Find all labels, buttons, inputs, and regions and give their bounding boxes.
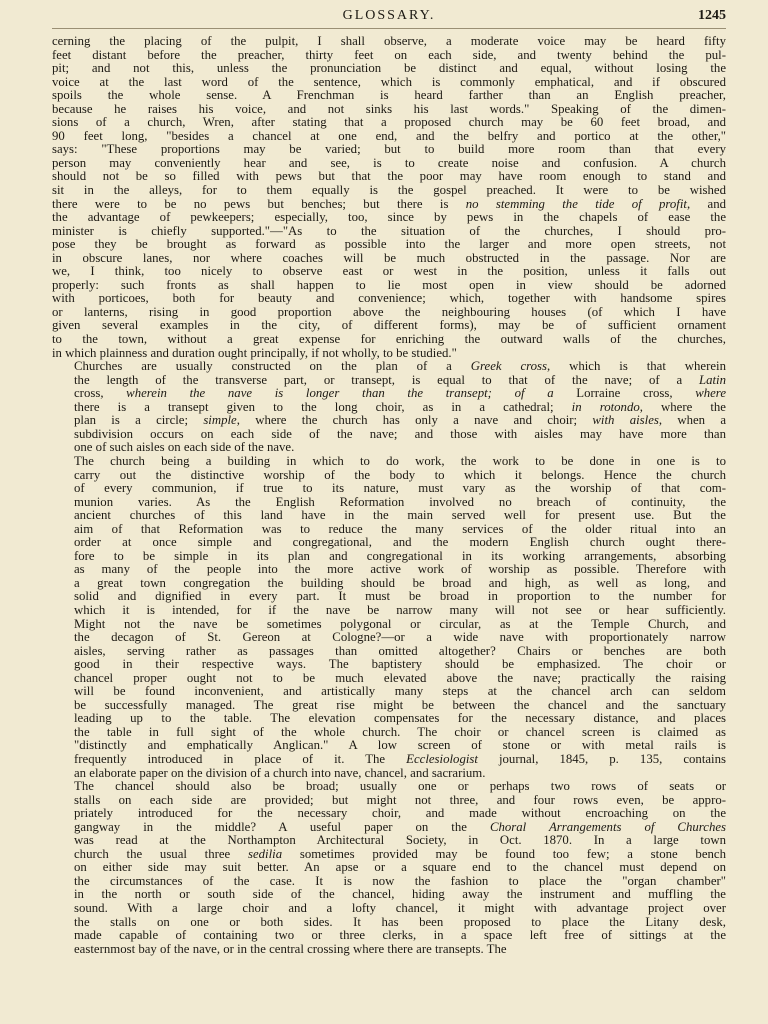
text-line: "distinctly and emphatically Anglican." A low screen of stone or with metal rails is (74, 738, 726, 753)
text-line: a great town congregation the building should be broad and high, as well as long, and (74, 575, 726, 590)
text-line: good in their respective ways. The baptistery should be emphasized. The choir or (74, 657, 726, 672)
text-line: should not be so filled with pews but that the poor may have room enough to stand and (52, 169, 726, 184)
text-line: as many of the people into the more active work of worship as possible. Therefore with (74, 562, 726, 577)
text-line: sions of a church, Wren, after stating that a proposed church may be 60 feet broad, and (52, 115, 726, 130)
text-line: which it is intended, for if the nave be narrow many will not see or hear sufficiently. (74, 602, 726, 617)
text-line: the decagon of St. Gereon at Cologne?—or a wide nave with proportionately narrow (74, 630, 726, 645)
text-line: spoils the whole sense. A Frenchman is heard farther than an English preacher, (52, 88, 726, 103)
text-line: be successfully managed. The great rise might be between the chancel and the sanctuary (74, 697, 726, 712)
paragraph (52, 455, 726, 780)
text-line: sit in the alleys, for to them equally is the gospel preached. It were to be wished (52, 183, 726, 198)
text-line: Might not the nave be sometimes polygonal or circular, as at the Temple Church, and (74, 616, 726, 631)
text-line: plan is a circle; simple, where the church has only a nave and choir; with aisles, when a (74, 413, 727, 428)
text-line: voice at the last word of the sentence, which is commonly emphatical, and if obscured (52, 74, 726, 89)
text-line: one of such aisles on each side of the nave. (74, 440, 295, 455)
text-line: cross, wherein the nave is longer than the transept; of a Lorraine cross, where (74, 386, 726, 401)
text-line: in the north or south side of the chancel, hiding away the instrument and muffling the (74, 887, 726, 902)
text-line: the circumstances of the case. It is now the fashion to place the "organ chamber" (74, 873, 726, 888)
text-line: we, I think, too nicely to observe east or west in the position, unless it falls out (52, 264, 726, 279)
text-line: there were to be no pews but benches; but there is no stemming the tide of profit, and (52, 196, 726, 211)
text-line: The chancel should also be broad; usually one or perhaps two rows of seats or (74, 779, 726, 794)
text-line: church the usual three sedilia sometimes provided may be found too few; a stone bench (74, 846, 726, 861)
paragraph (52, 780, 726, 956)
text-line: to the town, without a great expense for enriching the outward walls of the churches, (52, 332, 726, 347)
text-line: sound. With a large choir and a lofty chancel, it might with advantage project over (74, 901, 726, 915)
text-line: the stalls on one or both sides. It has been proposed to place the Litany desk, (74, 914, 726, 929)
text-line: munion varies. As the English Reformation involved no breach of continuity, the (74, 494, 726, 509)
text-line: order at once simple and congregational, and the modern English church ought there- (74, 535, 726, 550)
text-line: on either side may suit better. An apse or a square end to the chancel must depend on (74, 860, 726, 875)
text-line: with porticoes, both for beauty and convenience; which, together with handsome spires (52, 291, 726, 306)
text-line: of every communion, if true to its nature, must vary as the worship of that com- (74, 481, 726, 496)
text-line: fore to be simple in its plan and congregational in its working arrangements, absorbing (74, 548, 726, 563)
text-line: was read at the Northampton Architectural Society, in Oct. 1870. In a large town (74, 833, 726, 848)
running-head-title: GLOSSARY. (342, 8, 436, 23)
text-line: given several examples in the city, of different forms), may be of sufficient ornament (52, 318, 726, 333)
text-line: minister is chiefly supported."—"As to the situation of the churches, I should pro- (52, 223, 726, 238)
text-line: or lanterns, rising in good proportion above the neighbouring houses (of which I have (52, 304, 726, 319)
paragraph (52, 360, 726, 455)
text-line: the length of the transverse part, or transept, is equal to that of the nave; of a Latin (74, 372, 726, 387)
text-line: pit; and not this, unless the pronunciation be distinct and equal, without losing the (52, 61, 726, 76)
text-line: leading up to the table. The elevation compensates for the necessary distance, and places (74, 711, 726, 726)
page-number: 1245 (698, 8, 726, 23)
text-line: 90 feet long, "besides a chancel at one end, and the belfry and portico at the other," (52, 128, 726, 143)
text-line: pose they be brought as forward as possible into the larger and more open streets, not (52, 237, 726, 252)
text-line: carry out the distinctive worship of the body to which it belongs. Hence the church (74, 467, 726, 482)
text-line: the table in full sight of the whole church. The choir or chancel screen is claimed as (74, 724, 726, 739)
text-line: in obscure lanes, nor where coaches will be much obstructed in the passage. Nor are (52, 250, 726, 265)
text-line: Churches are usually constructed on the plan of a Greek cross, which is that wherein (74, 359, 726, 374)
text-line: an elaborate paper on the division of a church into nave, chancel, and sacrarium. (74, 765, 486, 780)
text-line: subdivision occurs on each side of the nave; and those with aisles may have more than (74, 426, 726, 441)
text-line: made capable of containing two or three clerks, in a space left free of sittings at the (74, 928, 726, 943)
text-line: stalls on each side are provided; but might not three, and four rows even, be appro- (74, 792, 726, 807)
body-text (52, 35, 726, 956)
text-line: priately introduced for the necessary choir, and made without encroaching on the (74, 806, 726, 821)
text-line: ancient churches of this land have in the main served well for present use. But the (74, 508, 726, 523)
text-line: chancel proper ought not to be much elevated above the nave; practically the raising (74, 670, 726, 685)
text-line: solid and dignified in every part. It must be broad in proportion to the number for (74, 589, 726, 604)
text-line: in which plainness and duration ought principally, if not wholly, to be studied." (52, 345, 457, 360)
running-head (52, 6, 726, 29)
paragraph (52, 35, 726, 360)
text-line: person may conveniently hear and see, is to create noise and confusion. A church (52, 155, 726, 170)
text-line: aim of that Reformation was to reduce the many services of the older ritual into an (74, 521, 726, 536)
text-line: The church being a building in which to do work, the work to be done in one is to (74, 453, 726, 468)
text-line: frequently introduced in place of it. The Ecclesiologist journal, 1845, p. 135, contains (74, 751, 726, 766)
text-line: easternmost bay of the nave, or in the central crossing where there are transepts. The (74, 941, 507, 956)
text-line: because he raises his voice, and not sinks his last words." Speaking of the dimen- (52, 101, 726, 116)
text-line: cerning the placing of the pulpit, I shall observe, a moderate voice may be heard fifty (52, 34, 726, 48)
text-line: feet distant before the preacher, thirty feet on each side, and twenty behind the pul- (52, 47, 726, 62)
text-line: aisles, serving rather as passages than omitted altogether? Chairs or benches are both (74, 643, 726, 658)
text-line: gangway in the middle? A useful paper on the Choral Arrangements of Churches (74, 819, 727, 834)
text-line: the advantage of pewkeepers; especially, too, since by pews in the chapels of ease the (52, 210, 726, 225)
text-line: properly: such fronts as shall happen to lie most open in view should be adorned (52, 277, 726, 292)
text-line: there is a transept given to the long choir, as in a cathedral; in rotondo, where the (74, 399, 726, 414)
text-line: says: "These proportions may be varied; but to build more room than that every (52, 142, 726, 157)
text-line: will be found inconvenient, and artistically many steps at the chancel arch can seldom (74, 684, 726, 699)
